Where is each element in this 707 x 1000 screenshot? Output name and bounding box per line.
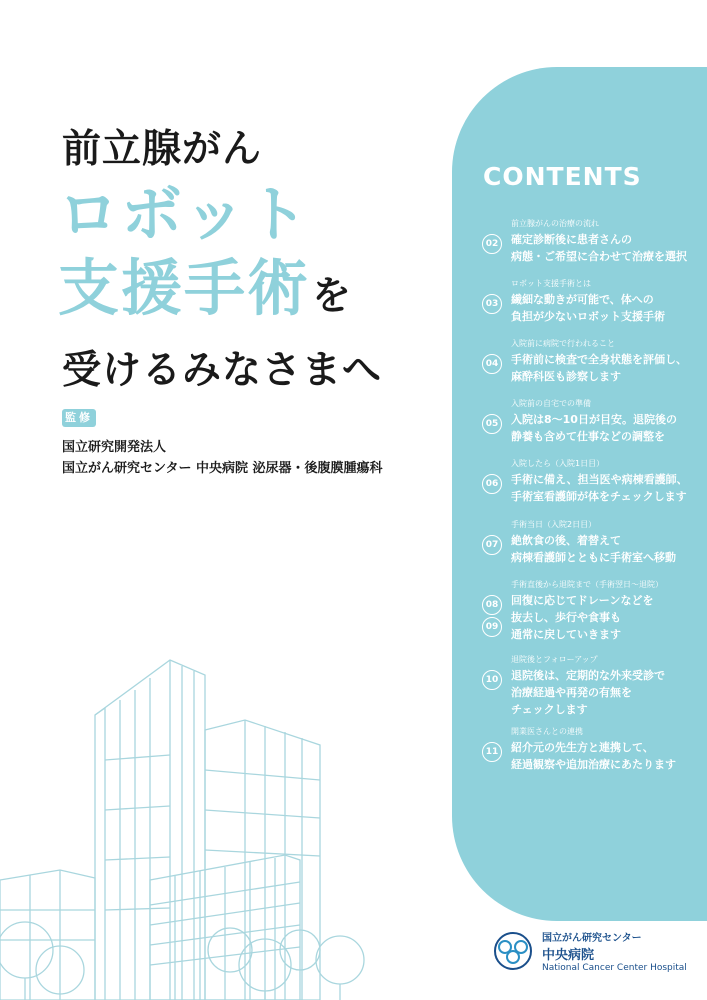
contents-entry-line: 病態・ご希望に合わせて治療を選択 [511,250,687,263]
contents-entry-description [511,411,677,445]
contents-entry-category: ロボット支援手術とは [511,279,591,288]
supervising-org-line-2: 国立がん研究センター 中央病院 泌尿器・後腹膜腫瘍科 [62,461,383,476]
page-number-badge: 02 [482,234,502,254]
contents-entry [482,218,702,265]
contents-entry-line: 手術に備え、担当医や病棟看護師、 [511,473,688,486]
page-number-badge: 09 [482,617,502,637]
title-accent-assisted-surgery [58,253,354,324]
contents-entry [482,338,702,385]
contents-entry-line: 手術室看護師が体をチェックします [511,490,687,503]
logo-org-name: 国立がん研究センター [542,933,642,944]
page-number-badge: 11 [482,742,502,762]
title-accent-text: 支援手術 [58,253,311,324]
contents-entry-line: 通常に戻していきます [511,628,621,641]
contents-entry [482,458,702,505]
contents-entry-page-numbers [482,291,504,314]
contents-entry [482,579,702,643]
contents-entry-category: 入院前の自宅での準備 [511,399,591,408]
contents-entry-row [482,411,702,445]
page-number-badge: 04 [482,354,502,374]
contents-entry-category: 退院後とフォローアップ [511,655,598,664]
contents-entry-row [482,739,702,773]
contents-entry-row [482,291,702,325]
page-number-badge: 07 [482,535,502,555]
contents-entry-page-numbers [482,532,504,555]
contents-entry-category: 入院したら（入院1日目） [511,459,605,468]
page-number-badge: 05 [482,414,502,434]
page-number-badge: 08 [482,595,502,615]
contents-entry-category: 手術当日（入院2日目） [511,520,597,529]
supervision-badge: 監修 [62,409,96,427]
contents-entry [482,519,702,566]
contents-entry-row [482,231,702,265]
ncc-logo-icon [490,931,536,971]
contents-entry-category: 開業医さんとの連携 [511,727,583,736]
contents-entry-description [511,739,676,773]
supervising-org-line-1: 国立研究開発法人 [62,440,167,455]
logo-english-name: National Cancer Center Hospital [542,963,687,973]
contents-entry-page-numbers [482,592,504,637]
contents-entry-line: 紹介元の先生方と連携して、 [511,741,654,754]
page-number-badge: 06 [482,474,502,494]
contents-entry-description [511,291,665,325]
contents-entry-line: 確定診断後に患者さんの [511,233,632,246]
contents-entry-line: 入院は8～10日が目安。退院後の [511,413,677,426]
contents-entry-description [511,532,676,566]
contents-entry [482,398,702,445]
contents-entry-line: 治療経過や再発の有無を [511,686,632,699]
title-line-4: 受けるみなさまへ [62,348,383,393]
contents-entry-row [482,592,702,643]
title-accent-robot: ロボット [58,179,311,250]
contents-entry [482,278,702,325]
contents-entry-line: 回復に応じてドレーンなどを [511,594,654,607]
contents-entry-description [511,351,687,385]
title-particle: を [312,274,354,319]
contents-entry-category: 手術直後から退院まで（手術翌日～退院） [511,580,663,589]
contents-entry-page-numbers [482,471,504,494]
contents-entry-description [511,471,688,505]
contents-entry-page-numbers [482,739,504,762]
contents-entry-line: 経過観察や追加治療にあたります [511,758,676,771]
contents-entry-description [511,592,654,643]
contents-entry-line: 退院後は、定期的な外来受診で [511,669,665,682]
contents-entry-description [511,231,687,265]
title-line-1: 前立腺がん [62,127,263,172]
contents-entry-page-numbers [482,351,504,374]
contents-entry-category: 入院前に病院で行われること [511,339,615,348]
contents-entry-page-numbers [482,667,504,690]
logo-hospital-name: 中央病院 [542,948,595,963]
contents-entry-description [511,667,665,718]
contents-entry-row [482,667,702,718]
hospital-logo-text [542,929,687,973]
contents-entry-line: 麻酔科医も診察します [511,370,621,383]
contents-entry-category: 前立腺がんの治療の流れ [511,219,599,228]
contents-entry-line: 繊細な動きが可能で、体への [511,293,654,306]
contents-entry-line: 抜去し、歩行や食事も [511,611,621,624]
contents-entry-line: 負担が少ないロボット支援手術 [511,310,665,323]
contents-entry-page-numbers [482,231,504,254]
contents-entry-line: 病棟看護師とともに手術室へ移動 [511,551,676,564]
contents-entry-row [482,532,702,566]
contents-entry-line: 絶飲食の後、着替えて [511,534,621,547]
contents-entry-line: 静養も含めて仕事などの調整を [511,430,665,443]
contents-entry [482,654,702,718]
page-number-badge: 03 [482,294,502,314]
hospital-building-illustration [0,620,450,1000]
contents-entry-row [482,471,702,505]
contents-entry-line: チェックします [511,703,588,716]
contents-entry [482,726,702,773]
page-number-badge: 10 [482,670,502,690]
contents-heading: CONTENTS [483,162,642,191]
contents-entry-page-numbers [482,411,504,434]
contents-entry-row [482,351,702,385]
hospital-logo [490,929,687,973]
contents-entry-line: 手術前に検査で全身状態を評価し、 [511,353,687,366]
